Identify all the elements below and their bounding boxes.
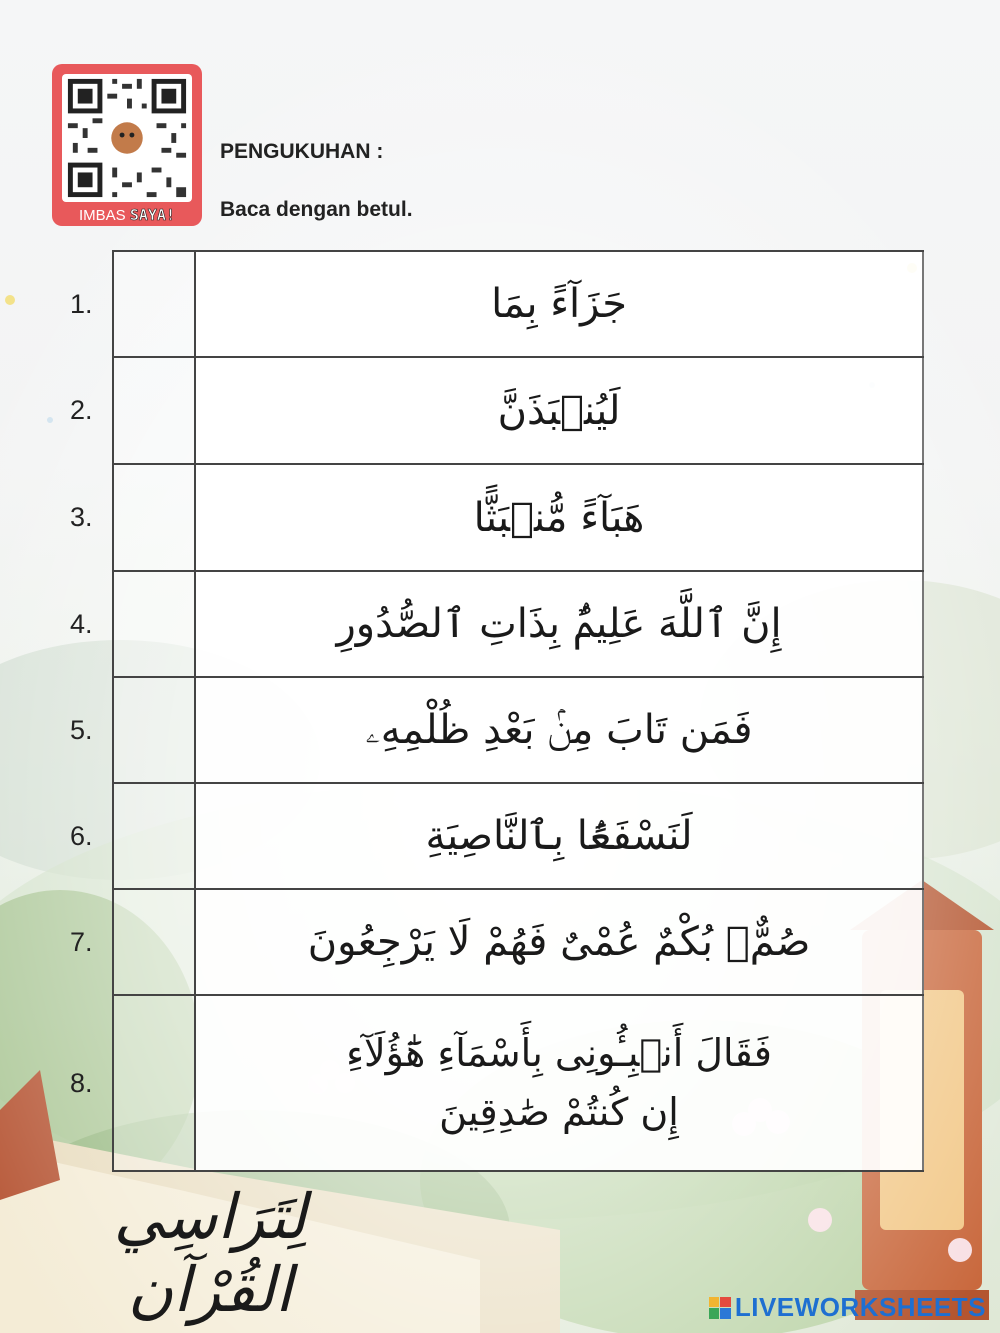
instruction-text: Baca dengan betul.: [220, 198, 413, 221]
arabic-phrase: لَيُنۢبَذَنَّ: [196, 358, 924, 463]
answer-box[interactable]: [112, 784, 196, 888]
item-number: 1.: [70, 288, 93, 319]
exercise-row: [70, 572, 924, 678]
exercise-row: [70, 678, 924, 784]
qr-scan-label: IMBAS SAYA!: [78, 206, 175, 224]
liveworksheets-logo-icon: [709, 1297, 731, 1319]
section-title: PENGUKUHAN :: [220, 140, 384, 163]
arabic-phrase: إِنَّ ٱللَّهَ عَلِيمٌۢ بِذَاتِ ٱلصُّدُورِ: [196, 572, 924, 676]
item-number: 7.: [70, 926, 93, 957]
liveworksheets-brand[interactable]: [709, 1292, 986, 1323]
item-number: 8.: [70, 1067, 93, 1098]
exercise-row: [70, 465, 924, 572]
exercise-row: [70, 252, 924, 358]
exercise-row: [70, 890, 924, 996]
item-number: 6.: [70, 820, 93, 851]
answer-box[interactable]: [112, 465, 196, 570]
arabic-phrase: جَزَآءً بِمَا: [196, 252, 924, 356]
answer-box[interactable]: [112, 678, 196, 782]
calligraphy-title: لِتَرَاسِي القُرْآن: [113, 1180, 307, 1326]
brand-name: LIVEWORKSHEETS: [734, 1292, 986, 1322]
item-number: 5.: [70, 714, 93, 745]
qr-code-badge[interactable]: [52, 64, 202, 226]
arabic-phrase: فَمَن تَابَ مِنۢ بَعْدِ ظُلْمِهِۦ: [196, 678, 924, 782]
reading-exercise-table: [70, 250, 924, 1172]
answer-box[interactable]: [112, 572, 196, 676]
arabic-phrase: لَنَسْفَعًۢا بِٱلنَّاصِيَةِ: [196, 784, 924, 888]
arabic-phrase: صُمٌّۢ بُكْمٌ عُمْىٌ فَهُمْ لَا يَرْجِعُونَ: [196, 890, 924, 994]
qr-code-image: [62, 74, 192, 202]
qr-code-icon: [62, 74, 192, 202]
exercise-row: [70, 784, 924, 890]
item-number: 4.: [70, 608, 93, 639]
answer-box[interactable]: [112, 252, 196, 356]
answer-box[interactable]: [112, 996, 196, 1170]
answer-box[interactable]: [112, 890, 196, 994]
exercise-row: [70, 996, 924, 1172]
arabic-phrase: هَبَآءً مُّنۢبَثًّا: [196, 465, 924, 570]
item-number: 2.: [70, 395, 93, 425]
arabic-phrase: فَقَالَ أَنۢبِـُٔونِى بِأَسْمَآءِ هَٰٓؤُلَآءِ إِن كُنتُمْ صَٰدِقِينَ: [196, 996, 924, 1170]
answer-box[interactable]: [112, 358, 196, 463]
exercise-row: [70, 358, 924, 465]
item-number: 3.: [70, 502, 93, 532]
